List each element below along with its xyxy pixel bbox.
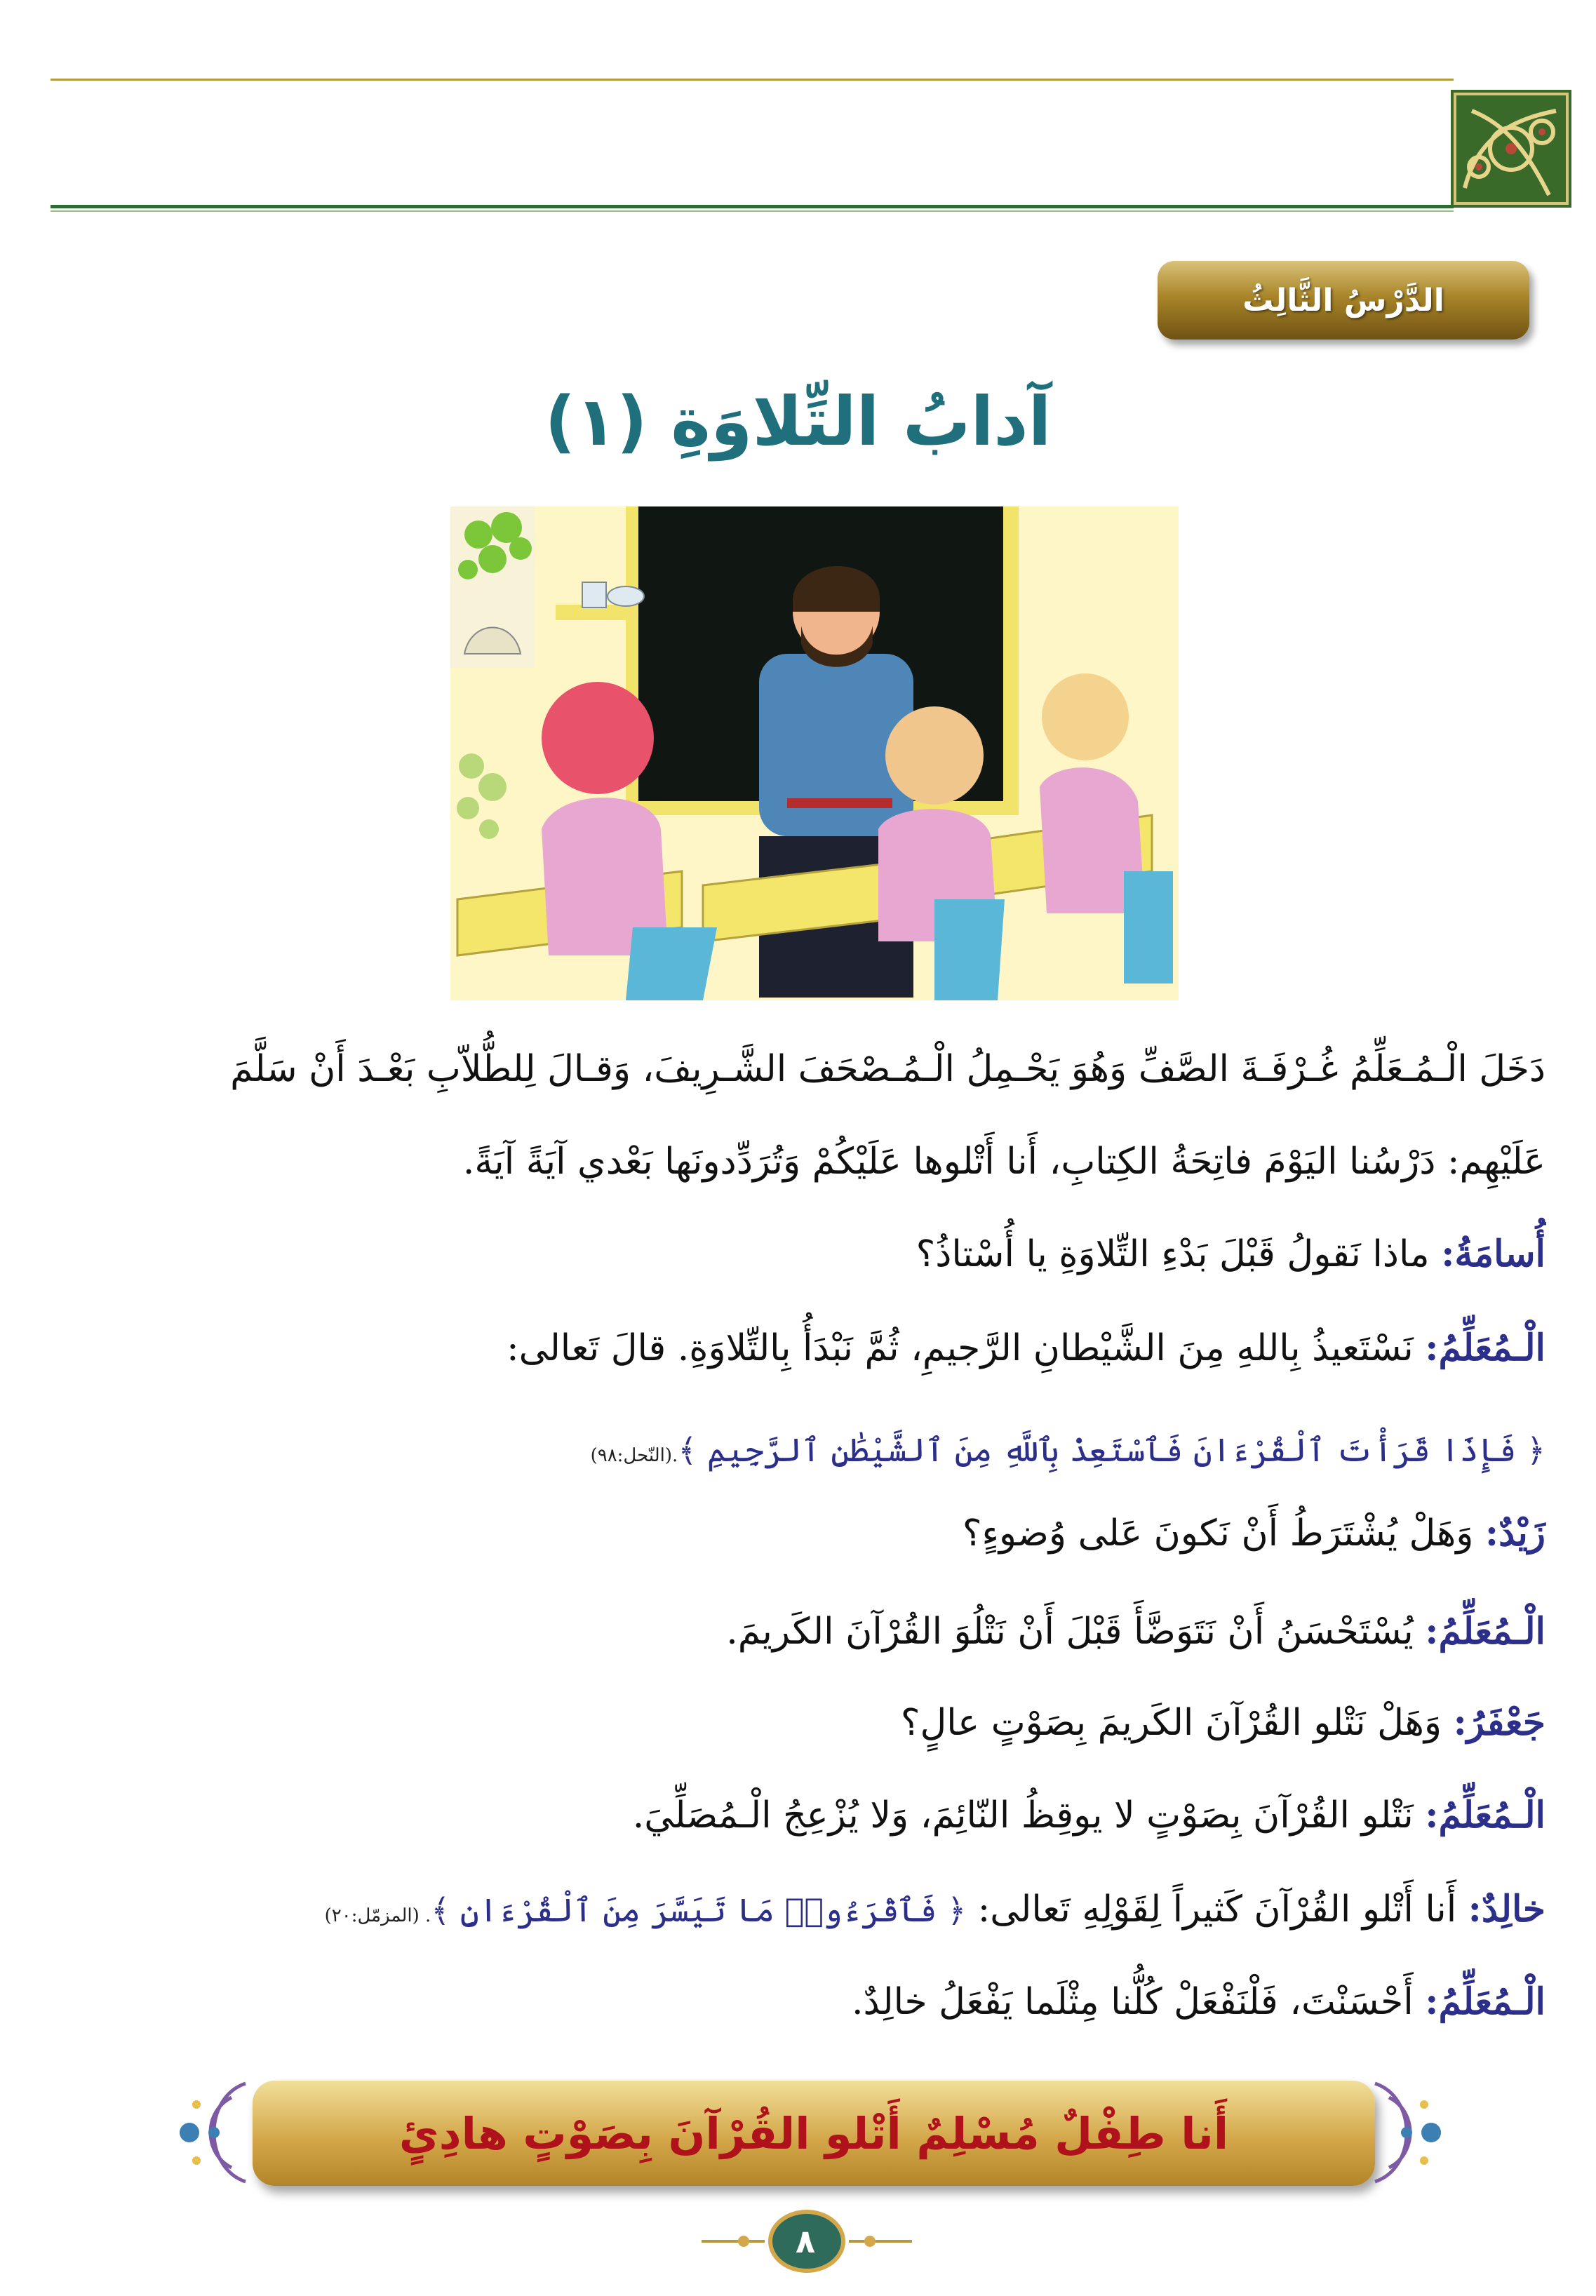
arabesque-corner-ornament (1451, 90, 1571, 208)
speaker-name: الْـمُعَلِّمُ: (1425, 1794, 1545, 1837)
dialogue-line (51, 1606, 1545, 1657)
quran-verse-line (51, 1424, 1545, 1481)
dialogue-line (51, 1977, 1545, 2027)
header-rule-gold (51, 79, 1454, 81)
dialogue-text: أَنا أَتْلو القُرْآنَ كَثيراً لِقَوْلِهِ تَعالى: (977, 1888, 1468, 1931)
dialogue-text: وَهَلْ نَتْلو القُرْآنَ الكَريمَ بِصَوْتٍ عالٍ؟ (900, 1702, 1454, 1744)
quran-verse: ﴿ فَإِذَا قَرَأْتَ ٱلْقُرْءَانَ فَٱسْتَعِذْ بِٱللَّهِ مِنَ ٱلشَّيْطَٰنِ ٱلرَّجِيمِ ﴾ (678, 1431, 1545, 1469)
dialogue-line (51, 1884, 1545, 1941)
dialogue-text: نَتْلو القُرْآنَ بِصَوْتٍ لا يوقِظُ النّائِمَ، وَلا يُزْعِجُ الْـمُصَلِّيَ. (632, 1794, 1426, 1837)
dialogue-line (51, 1508, 1545, 1559)
dialogue-text: يُسْتَحْسَنُ أَنْ نَتَوَضَّأَ قَبْلَ أَنْ نَتْلُوَ القُرْآنَ الكَريمَ. (726, 1611, 1426, 1653)
lesson-number-badge (1158, 261, 1529, 340)
dialogue-text: ماذا نَقولُ قَبْلَ بَدْءِ التِّلاوَةِ يا أُسْتاذُ؟ (916, 1233, 1442, 1275)
speaker-name: زَيْدٌ: (1484, 1512, 1545, 1555)
header-rule-green (51, 205, 1454, 208)
speaker-name: الْـمُعَلِّمُ: (1425, 1980, 1545, 2023)
speaker-name: خالِدٌ: (1468, 1888, 1545, 1931)
dialogue-line (51, 1229, 1545, 1280)
dialogue-line (51, 1698, 1545, 1748)
speaker-name: جَعْفَرُ: (1453, 1701, 1545, 1744)
speaker-name: أُسامَةُ: (1441, 1233, 1545, 1275)
dialogue-line (51, 1790, 1545, 1841)
quran-verse: ﴿ فَٱقْرَءُوا۟ مَا تَيَسَّرَ مِنَ ٱلْقُرْءَانِ ﴾ (431, 1891, 967, 1929)
takeaway-banner (253, 2081, 1375, 2186)
dialogue-text: وَهَلْ يُشْتَرَطُ أَنْ نَكونَ عَلى وُضوءٍ؟ (962, 1512, 1485, 1555)
dialogue-text: نَسْتَعيذُ بِاللهِ مِنَ الشَّيْطانِ الرَّجيمِ، ثُمَّ نَبْدَأُ بِالتِّلاوَةِ. قالَ تَعالى: (507, 1327, 1426, 1369)
intro-line-1: دَخَلَ الْـمُـعَلِّمُ غُـرْفَـةَ الصَّفِّ وَهُوَ يَحْـمِلُ الْـمُـصْحَفَ الشَّـرِيفَ، وَقـالَ لِلطُّلاّبِ بَعْـدَ أَنْ سَلَّمَ (230, 1048, 1545, 1090)
banner-text: أَنا طِفْلٌ مُسْلِمٌ أَتْلو القُرْآنَ بِصَوْتٍ هادِئٍ (398, 2107, 1229, 2159)
lesson-label: الدَّرْسُ الثَّالِثُ (1242, 282, 1444, 318)
verse-reference: . (المزمّل:٢٠) (324, 1905, 431, 1926)
intro-line-2: عَلَيْهِم: دَرْسُنا اليَوْمَ فاتِحَةُ الكِتابِ، أَنا أَتْلوها عَلَيْكُمْ وَتُرَدِّدونَها بَعْدي آيَةً آيَةً. (462, 1141, 1545, 1183)
page-number: ٨ (795, 2222, 816, 2260)
header-rule-green-thin (51, 210, 1454, 212)
verse-reference: .(النّحل:٩٨) (590, 1445, 678, 1466)
classroom-illustration (450, 506, 1179, 1000)
banner-ornament-left (175, 2069, 253, 2196)
dialogue-text: أَحْسَنْتَ، فَلْنَفْعَلْ كُلُّنا مِثْلَما يَفْعَلُ خالِدٌ. (851, 1981, 1426, 2023)
speaker-name: الْـمُعَلِّمُ: (1425, 1610, 1545, 1653)
page-title: آدابُ التِّلاوَةِ (١) (544, 382, 1052, 461)
dialogue-line (51, 1323, 1545, 1374)
speaker-name: الْـمُعَلِّمُ: (1425, 1327, 1545, 1369)
banner-ornament-right (1368, 2069, 1445, 2196)
